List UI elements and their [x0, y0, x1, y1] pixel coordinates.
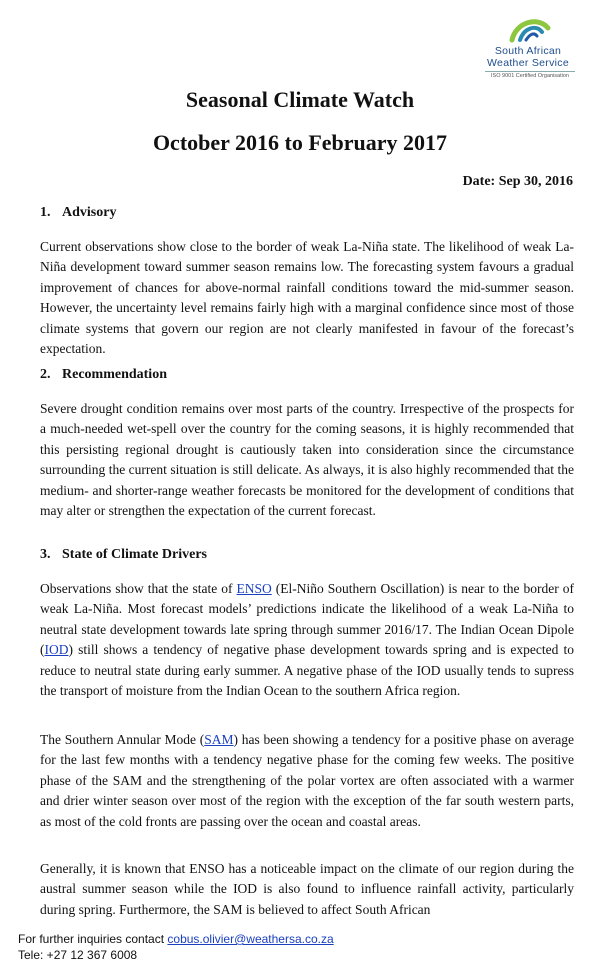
recommendation-paragraph: Severe drought condition remains over most parts of the country. Irrespective of the prospects for a much-needed wet-spell over the country for the coming seasons, it is highly recommended that this persisting regional drought is cautiously taken into consideration since the circumstance surrounding the current situation is still delicate. As always, it is also highly recommended that the medium- and shorter-range weather forecasts be monitored for the development of conditions that may alter or strengthen the expectation of the current forecast.: [40, 401, 574, 519]
document-date: Date: Sep 30, 2016: [462, 174, 573, 189]
footer-inquiries-label: For further inquiries contact: [18, 932, 168, 946]
text-segment: ) has been showing a tendency for a positive phase on average for the last few months with a tendency negative phase for the coming few weeks. The positive phase of the SAM and the strengthening of the polar vortex are often associated with a warmer and drier winter season over most of the region with the exception of the far south western parts, as most of the cold fronts are passing over the ocean and coastal areas.: [40, 732, 575, 829]
text-segment: ) still shows a tendency of negative phase development towards spring and is expected to reduce to neutral state during early summer. A negative phase of the IOD usually tends to supress the transport of moisture from the Indian Ocean to the southern Africa region.: [40, 642, 574, 699]
footer-inquiries: [18, 932, 334, 946]
logo-text-line2: Weather Service: [487, 57, 569, 69]
document-period: October 2016 to February 2017: [152, 130, 448, 155]
iod-link[interactable]: IOD: [44, 642, 69, 658]
section-number: 3.: [40, 547, 51, 562]
text-segment: The Southern Annular Mode (: [40, 732, 205, 747]
text-segment: Observations show that the state of: [40, 581, 237, 596]
contact-email-link[interactable]: cobus.olivier@weathersa.co.za: [167, 932, 334, 946]
footer-telephone: Tele: +27 12 367 6008: [18, 948, 138, 962]
logo-text-line1: South African: [494, 45, 562, 57]
section-number: 2.: [40, 367, 51, 382]
section-heading-advisory: [40, 205, 116, 221]
section-number: 1.: [40, 205, 51, 220]
climate-drivers-paragraph-1: [40, 579, 574, 701]
saws-logo: [478, 14, 588, 84]
section-heading-climate-drivers: [40, 547, 207, 563]
section-title: Advisory: [62, 205, 117, 220]
climate-drivers-paragraph-2: [40, 730, 574, 832]
text-segment: (El-Niño Southern Oscillation) is near to the border of weak La-Niña. Most forecast models’ predictions indicate the likelihood of a weak La-Niña to neutral state development towards late spring through summer 2016/17. The Indian Ocean Dipole (: [40, 581, 574, 658]
logo-certification: ISO 9001 Certified Organisation: [485, 71, 575, 79]
sam-link[interactable]: SAM: [204, 732, 234, 747]
section-heading-recommendation: [40, 367, 167, 383]
advisory-paragraph: Current observations show close to the border of weak La-Niña state. The likelihood of weak La-Niña development toward summer season remains low. The forecasting system favours a gradual improvement of chances for above-normal rainfall conditions toward the mid-summer season. However, the uncertainty level remains fairly high with a marginal confidence since most of those climate systems that govern our region are not clearly manifested in favour of the forecast’s expectation.: [40, 239, 574, 357]
climate-drivers-paragraph-3: Generally, it is known that ENSO has a noticeable impact on the climate of our region during the austral summer season while the IOD is also found to influence rainfall activity, particularly during spring. Furthermore, the SAM is believed to affect South African: [40, 861, 574, 917]
document-title: Seasonal Climate Watch: [185, 87, 415, 112]
section-title: Recommendation: [62, 367, 167, 382]
saws-swirl-icon: [506, 14, 552, 44]
enso-link[interactable]: ENSO: [236, 581, 272, 596]
section-title: State of Climate Drivers: [62, 547, 208, 562]
